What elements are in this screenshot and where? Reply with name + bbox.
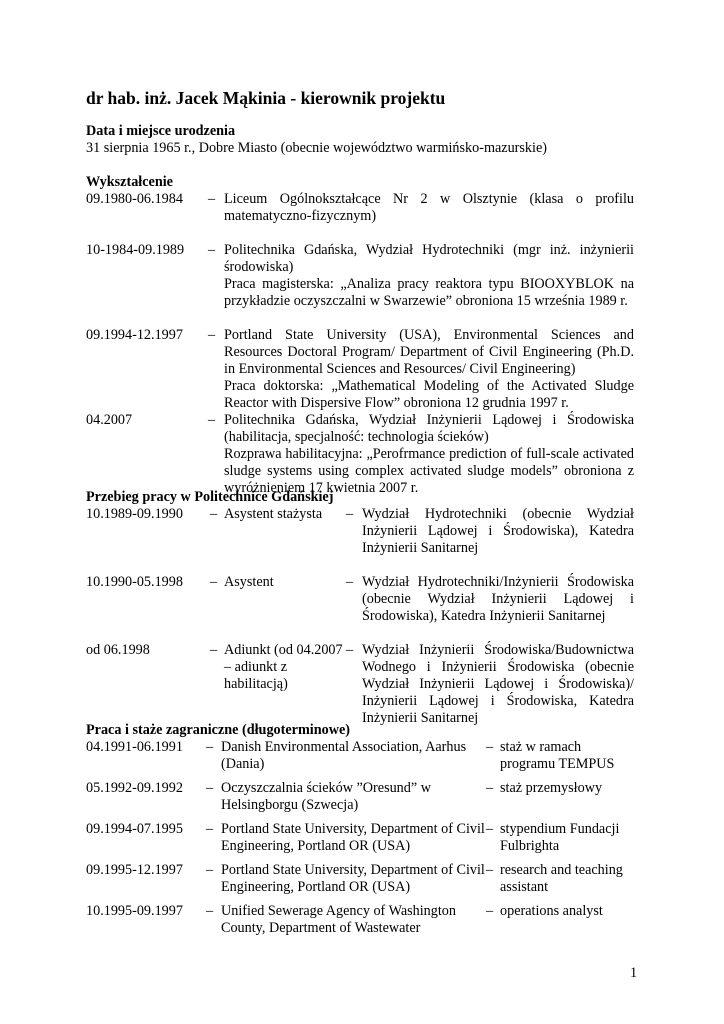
- education-thesis: Praca doktorska: „Mathematical Modeling of the Activated Sludge Reactor with Dispersive Flow” obroniona 12 grudnia 1997 r.: [224, 378, 634, 411]
- education-entry: [86, 191, 634, 225]
- abroad-date: 09.1995-12.1997: [86, 862, 183, 878]
- page-number: 1: [630, 965, 638, 981]
- dash: –: [346, 642, 354, 658]
- work-entry: [86, 574, 634, 625]
- abroad-type: stypendium Fundacji Fulbrighta: [500, 821, 620, 854]
- abroad-entry: [86, 739, 634, 773]
- education-date: 09.1980-06.1984: [86, 191, 183, 207]
- dash: –: [486, 821, 494, 837]
- birth-heading: Data i miejsce urodzenia: [86, 123, 236, 139]
- abroad-date: 10.1995-09.1997: [86, 903, 183, 919]
- work-section: [86, 489, 634, 744]
- dash: –: [346, 574, 354, 590]
- abroad-heading: Praca i staże zagraniczne (długoterminowe): [86, 722, 350, 738]
- work-date: 10.1990-05.1998: [86, 574, 183, 590]
- work-position: Asystent stażysta: [224, 506, 323, 522]
- dash: –: [486, 862, 494, 878]
- dash: –: [206, 903, 214, 919]
- dash: –: [208, 327, 216, 343]
- dash: –: [486, 780, 494, 796]
- abroad-institution: Oczyszczalnia ścieków ”Oresund” w Helsingborgu (Szwecja): [221, 780, 431, 813]
- education-date: 09.1994-12.1997: [86, 327, 183, 343]
- education-line: Liceum Ogólnokształcące Nr 2 w Olsztynie (klasa o profilu matematyczno-fizycznym): [224, 191, 634, 224]
- work-description: Wydział Hydrotechniki/Inżynierii Środowiska (obecnie Wydział Inżynierii Lądowej i Środowiska), Katedra Inżynierii Sanitarnej: [362, 574, 634, 624]
- abroad-date: 09.1994-07.1995: [86, 821, 183, 837]
- abroad-entry: [86, 903, 634, 937]
- dash: –: [486, 903, 494, 919]
- work-position: Adiunkt (od 04.2007 – adiunkt z habilitacją): [224, 642, 343, 692]
- dash: –: [208, 412, 216, 428]
- abroad-type: research and teaching assistant: [500, 862, 623, 895]
- dash: –: [206, 821, 214, 837]
- education-entry: [86, 242, 634, 310]
- dash: –: [208, 191, 216, 207]
- dash: –: [486, 739, 494, 755]
- education-section: [86, 174, 634, 514]
- abroad-type: staż w ramach programu TEMPUS: [500, 739, 615, 772]
- abroad-date: 05.1992-09.1992: [86, 780, 183, 796]
- abroad-entry: [86, 821, 634, 855]
- work-description: Wydział Hydrotechniki (obecnie Wydział Inżynierii Lądowej i Środowiska), Katedra Inżynierii Sanitarnej: [362, 506, 634, 556]
- education-entry: [86, 412, 634, 497]
- dash: –: [206, 780, 214, 796]
- abroad-entry: [86, 862, 634, 896]
- dash: –: [206, 739, 214, 755]
- dash: –: [210, 642, 218, 658]
- birth-text: 31 sierpnia 1965 r., Dobre Miasto (obecnie województwo warmińsko-mazurskie): [86, 140, 547, 156]
- work-entry: [86, 642, 634, 727]
- abroad-type: staż przemysłowy: [500, 780, 603, 796]
- education-description: [224, 412, 634, 497]
- abroad-type: operations analyst: [500, 903, 603, 919]
- dash: –: [346, 506, 354, 522]
- education-heading: Wykształcenie: [86, 174, 173, 190]
- education-date: 04.2007: [86, 412, 133, 428]
- education-line: Politechnika Gdańska, Wydział Hydrotechniki (mgr inż. inżynierii środowiska): [224, 242, 634, 275]
- dash: –: [210, 506, 218, 522]
- education-date: 10-1984-09.1989: [86, 242, 185, 258]
- education-line: Portland State University (USA), Environmental Sciences and Resources Doctoral Program/ Department of Civil Engineering (Ph.D. in Environmental Sciences and Resources/ Civil Engineering): [224, 327, 634, 377]
- work-position: Asystent: [224, 574, 274, 590]
- education-entry: [86, 327, 634, 412]
- education-thesis: Praca magisterska: „Analiza pracy reaktora typu BIOOXYBLOK na przykładzie oczyszczalni w Swarzewie” obroniona 15 września 1989 r.: [224, 276, 634, 309]
- work-description: Wydział Inżynierii Środowiska/Budownictwa Wodnego i Inżynierii Środowiska (obecnie Wydział Inżynierii Lądowej i Środowiska)/ Inżynierii Lądowej i Środowiska, Katedra Inżynierii Sanitarnej: [362, 642, 634, 726]
- abroad-institution: Portland State University, Department of Civil Engineering, Portland OR (USA): [221, 862, 485, 895]
- abroad-institution: Danish Environmental Association, Aarhus (Dania): [221, 739, 467, 772]
- dash: –: [206, 862, 214, 878]
- work-heading: Przebieg pracy w Politechnice Gdańskiej: [86, 489, 334, 505]
- education-line: Politechnika Gdańska, Wydział Inżynierii Lądowej i Środowiska (habilitacja, specjalność: technologia ścieków): [224, 412, 634, 445]
- birth-section: [86, 123, 634, 157]
- work-entry: [86, 506, 634, 557]
- abroad-section: [86, 722, 634, 944]
- education-description: [224, 191, 634, 225]
- page-title: dr hab. inż. Jacek Mąkinia - kierownik projektu: [86, 88, 446, 108]
- abroad-institution: Portland State University, Department of Civil Engineering, Portland OR (USA): [221, 821, 485, 854]
- abroad-institution: Unified Sewerage Agency of Washington County, Department of Wastewater: [221, 903, 456, 936]
- dash: –: [208, 242, 216, 258]
- education-thesis: Rozprawa habilitacyjna: „Perofrmance prediction of full-scale activated sludge systems using complex activated sludge models” obroniona z wyróżnieniem 17 kwietnia 2007 r.: [224, 446, 634, 496]
- abroad-entry: [86, 780, 634, 814]
- work-date: od 06.1998: [86, 642, 150, 658]
- dash: –: [210, 574, 218, 590]
- education-description: [224, 242, 634, 310]
- education-description: [224, 327, 634, 412]
- work-date: 10.1989-09.1990: [86, 506, 183, 522]
- abroad-date: 04.1991-06.1991: [86, 739, 183, 755]
